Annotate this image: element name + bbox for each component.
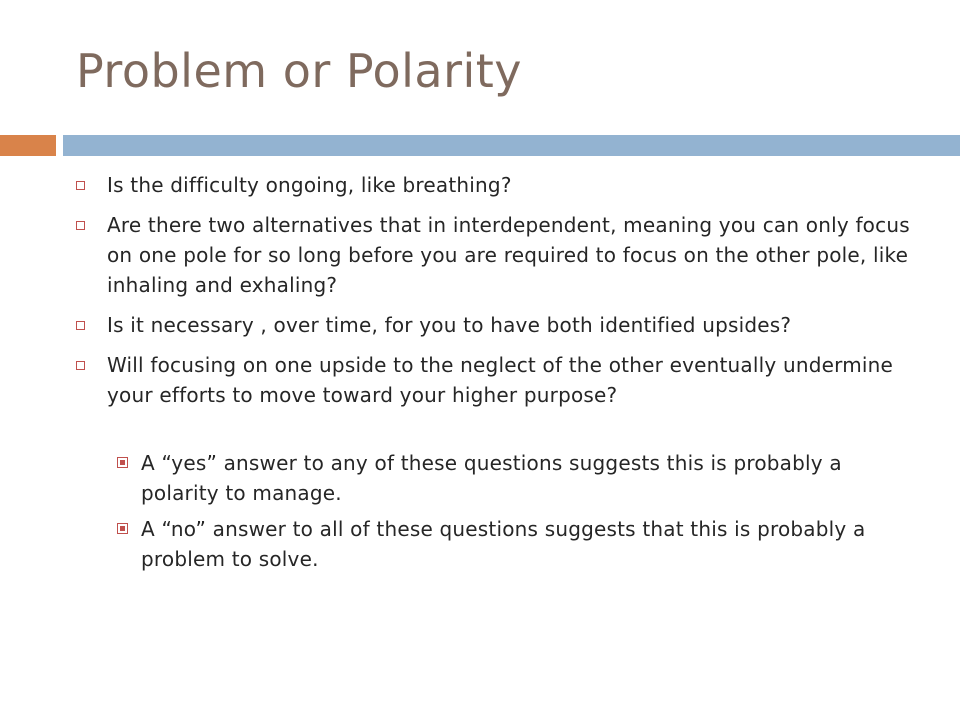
header-accent-bar-orange [0, 135, 56, 156]
sub-bullet-text: A “no” answer to all of these questions suggests that this is probably a problem to solve. [141, 517, 866, 571]
sub-bullet-text: A “yes” answer to any of these questions suggests this is probably a polarity to manage. [141, 451, 842, 505]
bullet-text: Will focusing on one upside to the neglect of the other eventually undermine your efforts to move toward your higher purpose? [107, 353, 894, 407]
square-bullet-icon [76, 181, 85, 190]
square-bullet-icon [76, 221, 85, 230]
bullet-item [76, 310, 926, 340]
bullet-text: Is it necessary , over time, for you to have both identified upsides? [107, 313, 792, 337]
sub-bullet-item [117, 514, 926, 574]
sub-bullet-item [117, 448, 926, 508]
sub-bullet-list [117, 448, 926, 574]
square-bullet-icon [76, 361, 85, 370]
bullet-item [76, 210, 926, 300]
bullet-item [76, 170, 926, 200]
bullet-item [76, 350, 926, 410]
filled-square-bullet-icon [117, 523, 128, 534]
bullet-text: Are there two alternatives that in interdependent, meaning you can only focus on one pole for so long before you are required to focus on the other pole, like inhaling and exhaling? [107, 213, 910, 297]
bullet-text: Is the difficulty ongoing, like breathing? [107, 173, 512, 197]
header-accent-bar-blue [63, 135, 960, 156]
slide-body [76, 170, 926, 580]
slide-title: Problem or Polarity [76, 44, 523, 98]
square-bullet-icon [76, 321, 85, 330]
filled-square-bullet-icon [117, 457, 128, 468]
